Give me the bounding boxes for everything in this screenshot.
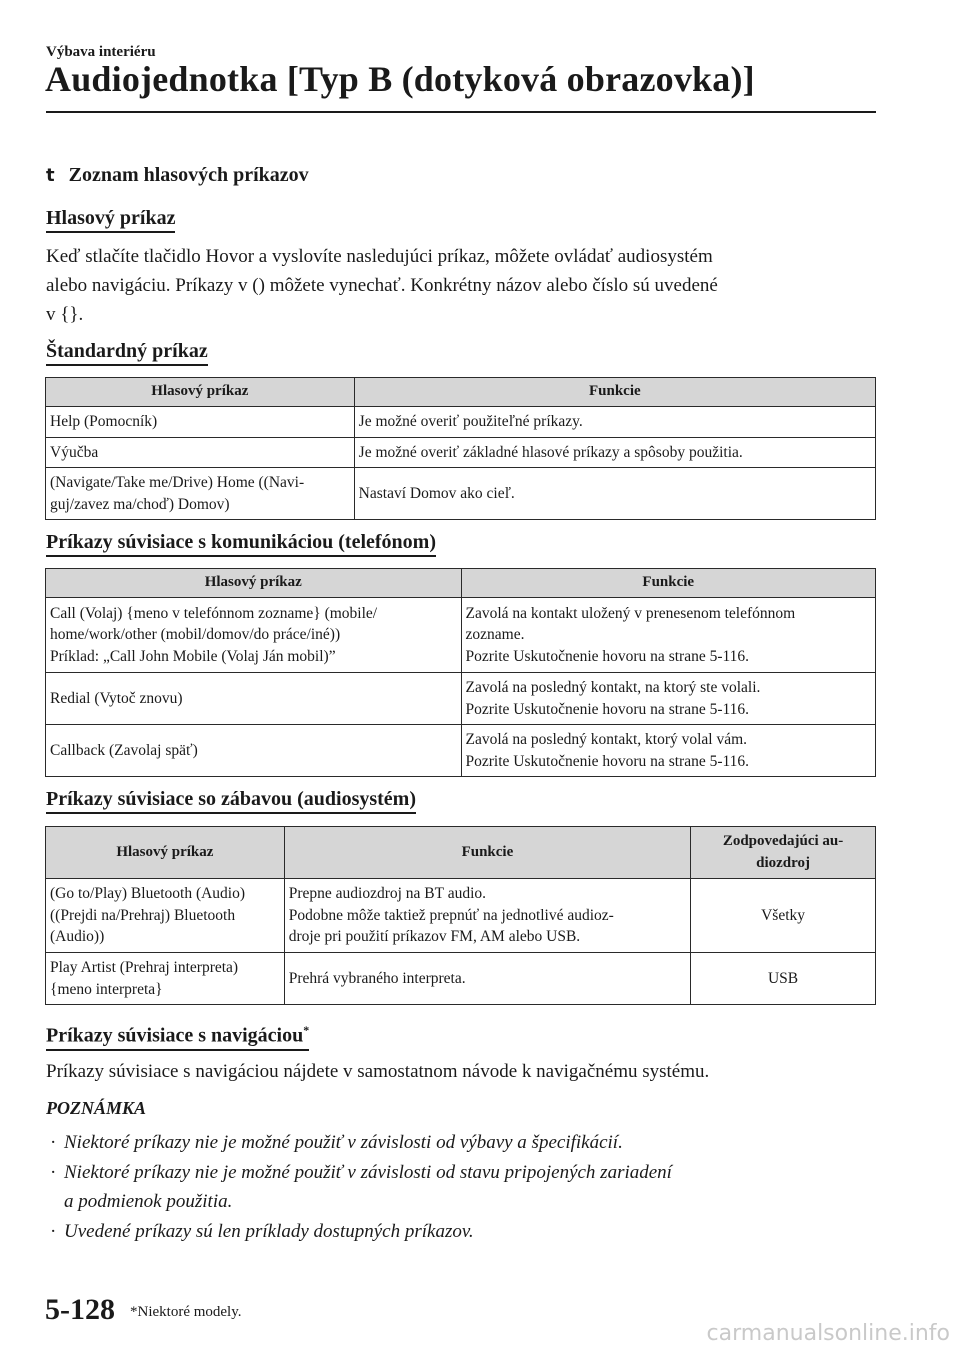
header-line: Zodpovedajúci au- [722,833,844,849]
command-cell [46,673,462,725]
cell-line: Call (Volaj) {meno v telefónnom zozname} (mobile/ [50,604,378,622]
command-cell [46,879,285,953]
note-line: a podmienok použitia. [64,1191,233,1212]
function-cell [354,468,875,520]
cell-line: (Navigate/Take me/Drive) Home ((Navi- [50,474,305,491]
entertainment-heading: Príkazy súvisiace so zábavou (audiosystém) [46,787,416,814]
cell-line: droje pri použití príkazov FM, AM alebo USB. [288,928,581,946]
table-row [46,879,876,953]
source-cell: USB [691,953,876,1005]
table-row [46,673,876,725]
cell-line: {meno interpreta} [50,980,163,998]
bullet-icon: · [50,1132,57,1153]
page-number: 5-128 [45,1293,115,1326]
voice-command-intro [46,242,876,329]
communication-commands-table [45,568,876,777]
function-cell [354,437,875,468]
cell-line: Prepne audiozdroj na BT audio. [288,885,487,903]
chapter-label: Výbava interiéru [46,44,156,60]
command-cell [46,407,355,438]
table-row [46,725,876,777]
function-cell [461,598,875,673]
cell-line: Pozrite Uskutočnenie hovoru na strane 5-116. [465,700,750,718]
cell-line: Zavolá na kontakt uložený v prenesenom telefónnom [465,604,796,622]
section-heading [46,164,309,187]
cell-line: Je možné overiť základné hlasové príkazy a spôsoby použitia. [358,443,743,461]
navigation-heading [46,1018,309,1051]
cell-line: Podobne môže taktiež prepnúť na jednotlivé audioz- [288,906,614,924]
command-cell [46,437,355,468]
intro-line: Keď stlačíte tlačidlo Hovor a vyslovíte nasledujúci príkaz, môžete ovládať audiosystém [46,246,713,267]
table-row [46,598,876,673]
column-header: Hlasový príkaz [46,378,355,407]
cell-line: Pozrite Uskutočnenie hovoru na strane 5-116. [465,647,750,665]
table-row [46,437,876,468]
header-line: diozdroj [756,854,811,871]
table-header-row [46,827,876,879]
navigation-text: Príkazy súvisiace s navigáciou nájdete v samostatnom návode k navigačnému systému. [46,1061,710,1082]
cell-line: Príklad: „Call John Mobile (Volaj Ján mobil)” [50,647,336,665]
cell-line: (Audio)) [50,928,105,946]
communication-heading: Príkazy súvisiace s komunikáciou (telefónom) [46,530,436,557]
cell-line: Pozrite Uskutočnenie hovoru na strane 5-116. [465,752,750,770]
cell-line: Zavolá na posledný kontakt, ktorý volal vám. [465,731,748,748]
table-row [46,953,876,1005]
cell-line: Nastaví Domov ako cieľ. [358,484,515,502]
cell-line: Zavolá na posledný kontakt, na ktorý ste volali. [465,679,761,696]
command-cell [46,468,355,520]
function-cell [284,953,690,1005]
source-cell: Všetky [691,879,876,953]
cell-line: zozname. [465,626,525,644]
cell-line: Výučba [50,443,99,461]
intro-line: v {}. [46,304,84,325]
cell-line: Je možné overiť použiteľné príkazy. [358,413,583,430]
bullet-icon: · [50,1162,57,1183]
column-header: Funkcie [461,569,875,598]
note-line: Uvedené príkazy sú len príklady dostupných príkazov. [64,1221,474,1242]
cell-line: ((Prejdi na/Prehraj) Bluetooth [50,906,236,924]
standard-commands-table [45,377,876,520]
command-cell [46,953,285,1005]
cell-line: Help (Pomocník) [50,413,158,430]
entertainment-commands-table [45,826,876,1005]
table-header-row [46,378,876,407]
cell-line: (Go to/Play) Bluetooth (Audio) [50,885,246,903]
footnote: *Niektoré modely. [130,1304,242,1320]
function-cell [461,725,875,777]
note-line: Niektoré príkazy nie je možné použiť v závislosti od stavu pripojených zariadení [64,1162,672,1183]
voice-command-heading: Hlasový príkaz [46,206,175,233]
cell-line: home/work/other (mobil/domov/do práce/iné)) [50,626,341,644]
table-row [46,407,876,438]
bullet-icon: · [50,1221,57,1242]
cell-line: Callback (Zavolaj späť) [50,741,198,759]
function-cell [284,879,690,953]
section-title: Zoznam hlasových príkazov [68,164,309,186]
note-heading: POZNÁMKA [46,1098,147,1118]
list-item [50,1217,850,1246]
list-item [50,1158,850,1216]
list-item [50,1128,850,1157]
cell-line: Redial (Vytoč znovu) [50,689,183,707]
column-header: Hlasový príkaz [46,569,462,598]
watermark: carmanualsonline.info [706,1321,950,1346]
footnote-marker: * [303,1023,310,1037]
function-cell [461,673,875,725]
table-row [46,468,876,520]
page-title: Audiojednotka [Typ B (dotyková obrazovka)] [45,59,755,99]
standard-heading: Štandardný príkaz [46,339,208,366]
note-line: Niektoré príkazy nie je možné použiť v závislosti od výbavy a špecifikácií. [64,1132,623,1153]
section-marker-icon: t [46,165,55,186]
command-cell [46,598,462,673]
cell-line: Prehrá vybraného interpreta. [288,969,466,987]
command-cell [46,725,462,777]
note-list [50,1128,850,1247]
column-header: Funkcie [284,827,690,879]
column-header: Hlasový príkaz [46,827,285,879]
table-header-row [46,569,876,598]
title-rule [46,111,876,113]
cell-line: guj/zavez ma/choď) Domov) [50,495,230,513]
cell-line: Play Artist (Prehraj interpreta) [50,959,239,976]
column-header: Funkcie [354,378,875,407]
navigation-heading-text: Príkazy súvisiace s navigáciou [46,1024,304,1047]
function-cell [354,407,875,438]
column-header [691,827,876,879]
intro-line: alebo navigáciu. Príkazy v () môžete vynechať. Konkrétny názov alebo číslo sú uvedené [46,275,718,296]
